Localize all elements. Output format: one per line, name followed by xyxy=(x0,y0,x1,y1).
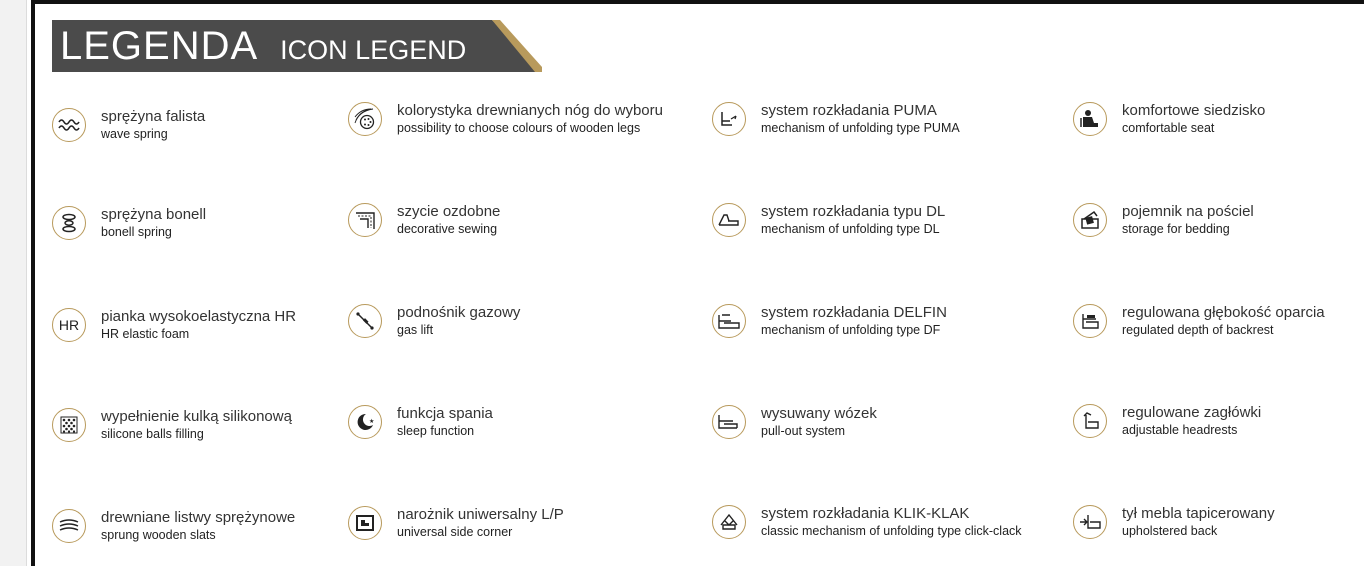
legend-item-translation: pull-out system xyxy=(761,424,846,438)
legend-item-translation: decorative sewing xyxy=(397,222,498,236)
legend-item-label: system rozkładania typu DL xyxy=(761,203,946,220)
legend-item-wooden-legs-colours xyxy=(348,101,663,136)
legend-item-label: regulowane zagłówki xyxy=(1122,404,1262,421)
legend-item-translation: wave spring xyxy=(101,127,168,141)
pull-out-icon xyxy=(712,405,746,439)
legend-item-backrest-depth xyxy=(1073,303,1325,338)
legend-item-label: kolorystyka drewnianych nóg do wyboru xyxy=(397,102,663,119)
legend-item-dl xyxy=(712,202,945,237)
legend-item-label: narożnik uniwersalny L/P xyxy=(397,506,564,523)
legend-item-label: pianka wysokoelastyczna HR xyxy=(101,308,297,325)
legend-item-translation: gas lift xyxy=(397,323,434,337)
hr-foam-icon xyxy=(52,308,86,342)
legend-item-translation: regulated depth of backrest xyxy=(1122,323,1274,337)
click-clack-icon xyxy=(712,505,746,539)
headrest-icon xyxy=(1073,404,1107,438)
legend-item-label: wysuwany wózek xyxy=(761,405,877,422)
legend-item-bonell-spring xyxy=(52,205,206,240)
legend-item-translation: universal side corner xyxy=(397,525,513,539)
page-title: LEGENDA xyxy=(60,23,259,68)
moon-icon xyxy=(348,405,382,439)
legend-item-hr-foam xyxy=(52,307,296,342)
legend-item-translation: upholstered back xyxy=(1122,524,1218,538)
legend-item-label: wypełnienie kulką silikonową xyxy=(101,408,292,425)
legend-item-translation: possibility to choose colours of wooden legs xyxy=(397,121,641,135)
svg-text:★: ★ xyxy=(369,417,375,425)
legend-item-label: funkcja spania xyxy=(397,405,493,422)
legend-item-translation: mechanism of unfolding type DL xyxy=(761,222,940,236)
legend-item-translation: sprung wooden slats xyxy=(101,528,216,542)
legend-item-label: system rozkładania KLIK-KLAK xyxy=(761,505,970,522)
legend-item-label: system rozkładania PUMA xyxy=(761,102,937,119)
legend-item-translation: bonell spring xyxy=(101,225,172,239)
legend-item-puma xyxy=(712,101,960,136)
legend-item-label: podnośnik gazowy xyxy=(397,304,521,321)
gas-lift-icon xyxy=(348,304,382,338)
wooden-slats-icon xyxy=(52,509,86,543)
legend-item-label: sprężyna bonell xyxy=(101,206,207,223)
backrest-depth-icon xyxy=(1073,304,1107,338)
legend-item-wave-spring xyxy=(52,107,205,142)
corner-sofa-icon xyxy=(348,506,382,540)
legend-item-delfin xyxy=(712,303,947,338)
legend-item-label: komfortowe siedzisko xyxy=(1122,102,1266,119)
hr-icon-text: HR xyxy=(58,316,80,333)
legend-item-upholstered-back xyxy=(1073,504,1275,539)
page-subtitle: ICON LEGEND xyxy=(280,34,467,65)
delfin-mechanism-icon xyxy=(712,304,746,338)
legend-item-label: regulowana głębokość oparcia xyxy=(1122,304,1325,321)
legend-item-click-clack xyxy=(712,504,1022,539)
legend-item-label: tył mebla tapicerowany xyxy=(1122,505,1275,522)
legend-item-decorative-sewing xyxy=(348,202,500,237)
legend-item-label: sprężyna falista xyxy=(101,108,206,125)
page-frame xyxy=(31,0,1364,566)
legend-item-bedding-storage xyxy=(1073,202,1254,237)
legend-item-label: drewniane listwy sprężynowe xyxy=(101,509,296,526)
legend-item-label: pojemnik na pościel xyxy=(1122,203,1254,220)
legend-banner xyxy=(52,20,542,72)
upholstered-back-icon xyxy=(1073,505,1107,539)
legend-item-sleep-function xyxy=(348,404,493,439)
legend-item-corner-sofa xyxy=(348,505,564,540)
legend-item-translation: sleep function xyxy=(397,424,475,438)
legend-item-translation: silicone balls filling xyxy=(101,427,204,441)
legend-item-translation: HR elastic foam xyxy=(101,327,190,341)
bedding-storage-icon xyxy=(1073,203,1107,237)
legend-item-gas-lift xyxy=(348,303,520,338)
legend-item-silicone-balls xyxy=(52,407,292,442)
legend-item-pull-out xyxy=(712,404,877,439)
legend-item-label: szycie ozdobne xyxy=(397,203,501,220)
legend-item-comfortable-seat xyxy=(1073,101,1265,136)
wave-spring-icon xyxy=(52,108,86,142)
color-palette-icon xyxy=(348,102,382,136)
dl-mechanism-icon xyxy=(712,203,746,237)
comfortable-seat-icon xyxy=(1073,102,1107,136)
legend-item-label: system rozkładania DELFIN xyxy=(761,304,947,321)
puma-mechanism-icon xyxy=(712,102,746,136)
legend-item-translation: mechanism of unfolding type DF xyxy=(761,323,941,337)
left-gutter xyxy=(0,0,27,566)
legend-item-wooden-slats xyxy=(52,508,295,543)
legend-item-translation: mechanism of unfolding type PUMA xyxy=(761,121,960,135)
bonell-spring-icon xyxy=(52,206,86,240)
legend-item-translation: storage for bedding xyxy=(1122,222,1230,236)
legend-item-translation: adjustable headrests xyxy=(1122,423,1238,437)
legend-item-translation: comfortable seat xyxy=(1122,121,1215,135)
silicone-balls-icon xyxy=(52,408,86,442)
legend-item-headrests xyxy=(1073,403,1261,438)
decorative-sewing-icon xyxy=(348,203,382,237)
legend-item-translation: classic mechanism of unfolding type click-clack xyxy=(761,524,1022,538)
